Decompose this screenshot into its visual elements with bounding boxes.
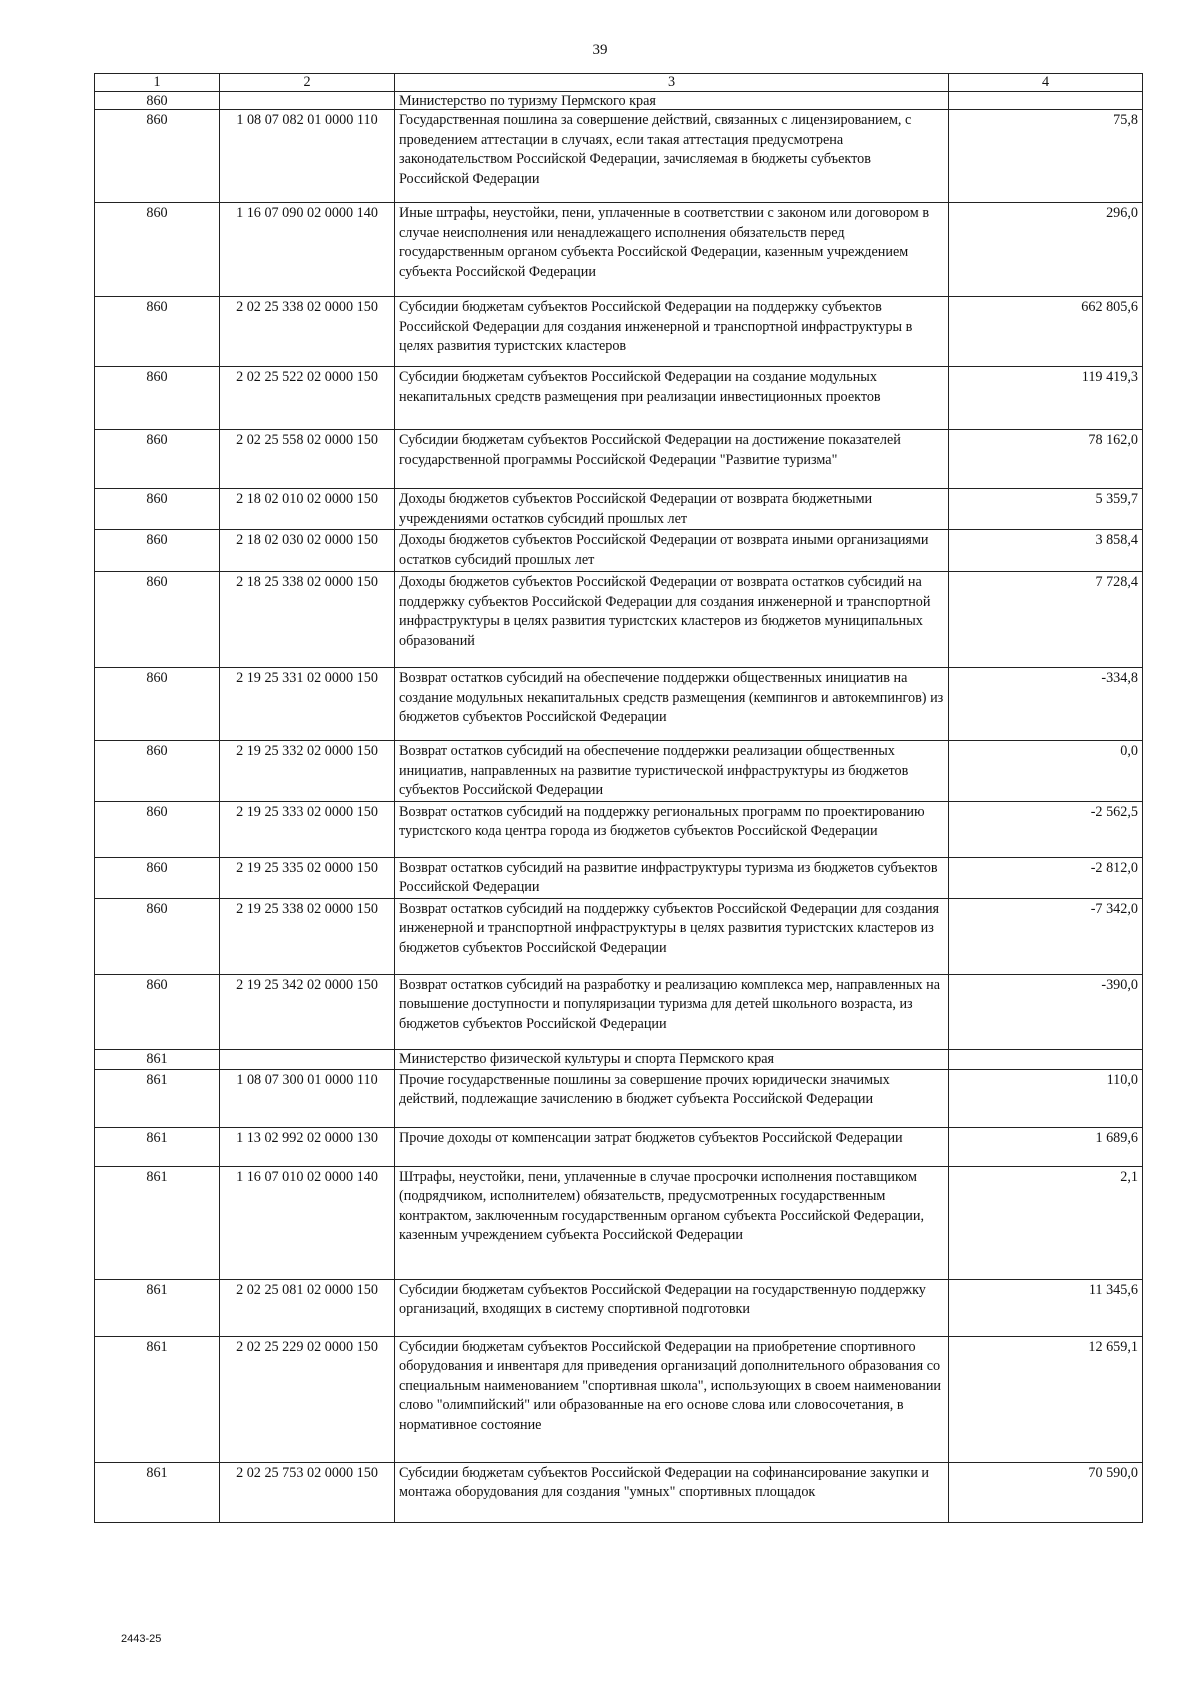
table-row	[95, 489, 1143, 530]
row-name: Возврат остатков субсидий на поддержку региональных программ по проектированию туристского кода центра города из бюджетов субъектов Российской Федерации	[395, 801, 949, 857]
row-kbk: 2 19 25 342 02 0000 150	[220, 974, 395, 1049]
row-kbk: 2 19 25 332 02 0000 150	[220, 741, 395, 802]
row-name: Иные штрафы, неустойки, пени, уплаченные в соответствии с законом или договором в случае неисполнения или ненадлежащего исполнения обязательств перед государственным органом субъекта Российской Федерации, казенным учреждением субъекта Российской Федерации	[395, 203, 949, 297]
row-code: 861	[95, 1279, 220, 1336]
row-kbk: 2 02 25 753 02 0000 150	[220, 1462, 395, 1522]
row-code: 860	[95, 297, 220, 367]
row-code: 861	[95, 1166, 220, 1279]
row-name: Министерство по туризму Пермского края	[395, 92, 949, 110]
row-code: 860	[95, 801, 220, 857]
row-name: Возврат остатков субсидий на разработку и реализацию комплекса мер, направленных на повышение доступности и популяризации туризма для детей школьного возраста, из бюджетов субъектов Российской Федерации	[395, 974, 949, 1049]
row-kbk: 2 19 25 331 02 0000 150	[220, 668, 395, 741]
table-body	[95, 92, 1143, 1523]
row-kbk: 1 08 07 082 01 0000 110	[220, 110, 395, 203]
table-row	[95, 203, 1143, 297]
row-kbk: 1 13 02 992 02 0000 130	[220, 1127, 395, 1166]
row-code: 861	[95, 1336, 220, 1462]
row-kbk: 1 16 07 010 02 0000 140	[220, 1166, 395, 1279]
row-name: Субсидии бюджетам субъектов Российской Федерации на поддержку субъектов Российской Федерации для создания инженерной и транспортной инфраструктуры в целях развития туристских кластеров	[395, 297, 949, 367]
row-value: 2,1	[949, 1166, 1143, 1279]
row-name: Государственная пошлина за совершение действий, связанных с лицензированием, с проведением аттестации в случаях, если такая аттестация предусмотрена законодательством Российской Федерации, зачисляемая в бюджеты субъектов Российской Федерации	[395, 110, 949, 203]
row-name: Субсидии бюджетам субъектов Российской Федерации на создание модульных некапитальных средств размещения при реализации инвестиционных проектов	[395, 367, 949, 430]
table-row	[95, 1279, 1143, 1336]
row-value: -2 562,5	[949, 801, 1143, 857]
row-name: Штрафы, неустойки, пени, уплаченные в случае просрочки исполнения поставщиком (подрядчиком, исполнителем) обязательств, предусмотренных государственным контрактом, заключенным государственным органом субъекта Российской Федерации, казенным учреждением субъекта Российской Федерации	[395, 1166, 949, 1279]
row-name: Субсидии бюджетам субъектов Российской Федерации на достижение показателей государственной программы Российской Федерации "Развитие туризма"	[395, 430, 949, 489]
page-number: 39	[592, 42, 608, 58]
row-value: 662 805,6	[949, 297, 1143, 367]
table-header-row	[95, 74, 1143, 92]
row-code: 861	[95, 1127, 220, 1166]
row-code: 860	[95, 741, 220, 802]
row-kbk: 2 19 25 338 02 0000 150	[220, 898, 395, 974]
row-code: 861	[95, 1049, 220, 1069]
table-row	[95, 1462, 1143, 1522]
table-row	[95, 898, 1143, 974]
row-kbk: 2 18 02 030 02 0000 150	[220, 530, 395, 572]
row-kbk: 2 18 02 010 02 0000 150	[220, 489, 395, 530]
row-value: 110,0	[949, 1069, 1143, 1127]
row-name: Доходы бюджетов субъектов Российской Федерации от возврата бюджетными учреждениями остатков субсидий прошлых лет	[395, 489, 949, 530]
table-row	[95, 1166, 1143, 1279]
row-kbk: 1 08 07 300 01 0000 110	[220, 1069, 395, 1127]
table-row	[95, 974, 1143, 1049]
column-header-2: 2	[220, 74, 395, 92]
row-kbk: 2 02 25 522 02 0000 150	[220, 367, 395, 430]
row-name: Прочие государственные пошлины за совершение прочих юридически значимых действий, подлежащие зачислению в бюджет субъекта Российской Федерации	[395, 1069, 949, 1127]
row-value: 296,0	[949, 203, 1143, 297]
table-row	[95, 1049, 1143, 1069]
row-name: Прочие доходы от компенсации затрат бюджетов субъектов Российской Федерации	[395, 1127, 949, 1166]
row-value: 11 345,6	[949, 1279, 1143, 1336]
row-value: -390,0	[949, 974, 1143, 1049]
row-kbk: 2 18 25 338 02 0000 150	[220, 572, 395, 668]
row-value: 1 689,6	[949, 1127, 1143, 1166]
table-row	[95, 857, 1143, 898]
row-name: Субсидии бюджетам субъектов Российской Федерации на государственную поддержку организаций, входящих в систему спортивной подготовки	[395, 1279, 949, 1336]
row-value: 7 728,4	[949, 572, 1143, 668]
row-code: 860	[95, 974, 220, 1049]
row-value: -7 342,0	[949, 898, 1143, 974]
row-name: Возврат остатков субсидий на развитие инфраструктуры туризма из бюджетов субъектов Российской Федерации	[395, 857, 949, 898]
row-name: Возврат остатков субсидий на обеспечение поддержки общественных инициатив на создание модульных некапитальных средств размещения (кемпингов и автокемпингов) из бюджетов субъектов Российской Федерации	[395, 668, 949, 741]
row-code: 860	[95, 203, 220, 297]
row-code: 860	[95, 572, 220, 668]
row-value: -334,8	[949, 668, 1143, 741]
table-row	[95, 367, 1143, 430]
row-value: 3 858,4	[949, 530, 1143, 572]
row-name: Субсидии бюджетам субъектов Российской Федерации на софинансирование закупки и монтажа оборудования для создания "умных" спортивных площадок	[395, 1462, 949, 1522]
row-name: Министерство физической культуры и спорта Пермского края	[395, 1049, 949, 1069]
table-row	[95, 741, 1143, 802]
table-row	[95, 1127, 1143, 1166]
table-row	[95, 572, 1143, 668]
row-kbk: 1 16 07 090 02 0000 140	[220, 203, 395, 297]
table-row	[95, 801, 1143, 857]
table-row	[95, 1336, 1143, 1462]
row-code: 860	[95, 92, 220, 110]
row-value: 75,8	[949, 110, 1143, 203]
row-kbk: 2 02 25 081 02 0000 150	[220, 1279, 395, 1336]
table-row	[95, 297, 1143, 367]
row-kbk: 2 19 25 335 02 0000 150	[220, 857, 395, 898]
row-value: -2 812,0	[949, 857, 1143, 898]
row-name: Доходы бюджетов субъектов Российской Федерации от возврата остатков субсидий на поддержку субъектов Российской Федерации для создания инженерной и транспортной инфраструктуры в целях развития туристских кластеров из бюджетов муниципальных образований	[395, 572, 949, 668]
row-code: 860	[95, 367, 220, 430]
row-value: 5 359,7	[949, 489, 1143, 530]
row-value: 119 419,3	[949, 367, 1143, 430]
table-row	[95, 92, 1143, 110]
row-code: 860	[95, 530, 220, 572]
row-kbk: 2 19 25 333 02 0000 150	[220, 801, 395, 857]
table-row	[95, 530, 1143, 572]
row-code: 860	[95, 430, 220, 489]
row-name: Возврат остатков субсидий на обеспечение поддержки реализации общественных инициатив, направленных на развитие туристической инфраструктуры из бюджетов субъектов Российской Федерации	[395, 741, 949, 802]
column-header-3: 3	[395, 74, 949, 92]
row-kbk: 2 02 25 338 02 0000 150	[220, 297, 395, 367]
row-value	[949, 1049, 1143, 1069]
row-value: 78 162,0	[949, 430, 1143, 489]
row-code: 860	[95, 489, 220, 530]
row-code: 861	[95, 1069, 220, 1127]
row-kbk: 2 02 25 229 02 0000 150	[220, 1336, 395, 1462]
table-row	[95, 110, 1143, 203]
row-code: 861	[95, 1462, 220, 1522]
row-value	[949, 92, 1143, 110]
row-kbk	[220, 1049, 395, 1069]
table-row	[95, 668, 1143, 741]
table-row	[95, 1069, 1143, 1127]
column-header-4: 4	[949, 74, 1143, 92]
column-header-1: 1	[95, 74, 220, 92]
row-kbk: 2 02 25 558 02 0000 150	[220, 430, 395, 489]
row-name: Возврат остатков субсидий на поддержку субъектов Российской Федерации для создания инженерной и транспортной инфраструктуры в целях развития туристских кластеров из бюджетов субъектов Российской Федерации	[395, 898, 949, 974]
row-name: Доходы бюджетов субъектов Российской Федерации от возврата иными организациями остатков субсидий прошлых лет	[395, 530, 949, 572]
document-id: 2443-25	[121, 1633, 162, 1645]
row-code: 860	[95, 668, 220, 741]
table-row	[95, 430, 1143, 489]
row-code: 860	[95, 857, 220, 898]
row-value: 70 590,0	[949, 1462, 1143, 1522]
row-value: 0,0	[949, 741, 1143, 802]
row-kbk	[220, 92, 395, 110]
revenue-table	[94, 73, 1143, 1523]
row-code: 860	[95, 110, 220, 203]
row-code: 860	[95, 898, 220, 974]
row-value: 12 659,1	[949, 1336, 1143, 1462]
row-name: Субсидии бюджетам субъектов Российской Федерации на приобретение спортивного оборудования и инвентаря для приведения организаций дополнительного образования со специальным наименованием "спортивная школа", использующих в своем наименовании слово "олимпийский" или образованные на его основе слова или словосочетания, в нормативное состояние	[395, 1336, 949, 1462]
